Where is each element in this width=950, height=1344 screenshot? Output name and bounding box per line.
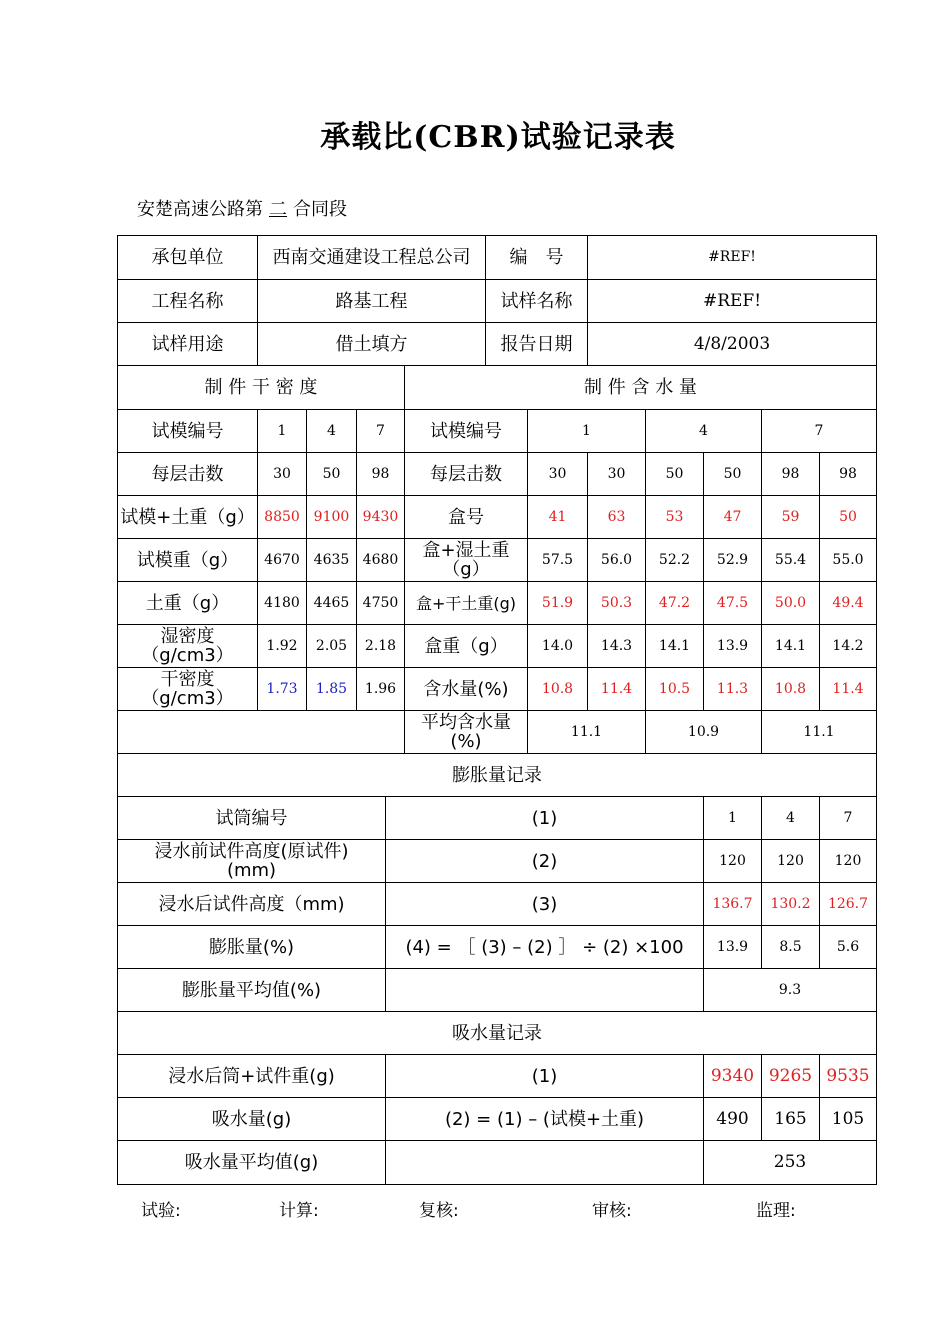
moisture-mold-no: 1 (528, 410, 646, 453)
sample-use-label: 试样用途 (118, 323, 258, 366)
report-date-label: 报告日期 (486, 323, 588, 366)
sign-tester: 试验: (141, 1201, 181, 1221)
cbr-record-table (117, 235, 877, 1185)
cyl-no-label: 试筒编号 (118, 797, 386, 840)
box-wt-value: 14.3 (588, 625, 646, 668)
absorb-section-title: 吸水量记录 (118, 1012, 876, 1055)
avg-water-value: 11.1 (528, 711, 646, 754)
sample-use-value: 借土填方 (258, 323, 486, 366)
box-no-value: 41 (528, 496, 588, 539)
swell-label: 膨胀量(%) (118, 926, 386, 969)
swell-value: 13.9 (704, 926, 762, 969)
moisture-mold-no: 7 (762, 410, 876, 453)
soil-wt-value: 4465 (307, 582, 357, 625)
moisture-mold-no-label: 试模编号 (405, 410, 528, 453)
density-blows-label: 每层击数 (118, 453, 258, 496)
density-blows: 98 (357, 453, 405, 496)
box-no-label: 盒号 (405, 496, 528, 539)
blank-cell (386, 1141, 704, 1184)
dry-density-label: 干密度（g/cm3） (118, 668, 258, 711)
density-mold-no: 1 (258, 410, 307, 453)
density-mold-no-label: 试模编号 (118, 410, 258, 453)
sign-reviewer: 复核: (419, 1201, 459, 1221)
h-before-value: 120 (704, 840, 762, 883)
moisture-blows-label: 每层击数 (405, 453, 528, 496)
avg-water-label: 平均含水量(%) (405, 711, 528, 754)
mold-wt-label: 试模重（g） (118, 539, 258, 582)
swell-section-title: 膨胀量记录 (118, 754, 876, 797)
blank-cell (118, 711, 405, 754)
density-mold-no: 7 (357, 410, 405, 453)
avg-water-value: 10.9 (646, 711, 762, 754)
cyl-no-value: 4 (762, 797, 820, 840)
box-wt-label: 盒重（g） (405, 625, 528, 668)
box-wt-value: 13.9 (704, 625, 762, 668)
sign-calculator: 计算: (279, 1201, 319, 1221)
density-blows: 30 (258, 453, 307, 496)
project-section: 二 (269, 199, 287, 220)
box-no-value: 59 (762, 496, 820, 539)
water-content-label: 含水量(%) (405, 668, 528, 711)
page-title: 承载比(CBR)试验记录表 (320, 120, 676, 155)
water-content-value: 11.4 (588, 668, 646, 711)
box-wet-value: 55.4 (762, 539, 820, 582)
density-mold-no: 4 (307, 410, 357, 453)
box-wet-value: 52.2 (646, 539, 704, 582)
h-after-label: 浸水后试件高度（mm) (118, 883, 386, 926)
box-no-value: 53 (646, 496, 704, 539)
box-wt-value: 14.1 (646, 625, 704, 668)
wet-density-value: 1.92 (258, 625, 307, 668)
box-wet-value: 57.5 (528, 539, 588, 582)
dry-density-value: 1.85 (307, 668, 357, 711)
wt-after-value: 9340 (704, 1055, 762, 1098)
dry-density-value: 1.73 (258, 668, 307, 711)
moisture-blows: 98 (762, 453, 820, 496)
moisture-blows: 50 (704, 453, 762, 496)
box-wt-value: 14.0 (528, 625, 588, 668)
mold-wt-value: 4670 (258, 539, 307, 582)
h-after-value: 136.7 (704, 883, 762, 926)
h-before-formula: (2) (386, 840, 704, 883)
swell-formula: (4) = ［ (3) – (2) ］ ÷ (2) ×100 (386, 926, 704, 969)
number-label: 编 号 (486, 236, 588, 280)
swell-value: 5.6 (820, 926, 876, 969)
moisture-blows: 30 (528, 453, 588, 496)
box-wt-value: 14.1 (762, 625, 820, 668)
absorb-avg-value: 253 (773, 1152, 807, 1172)
mold-soil-value: 9100 (307, 496, 357, 539)
wt-after-formula: (1) (386, 1055, 704, 1098)
box-wet-value: 56.0 (588, 539, 646, 582)
density-section-title: 制 件 干 密 度 (118, 366, 405, 410)
sample-name-label: 试样名称 (486, 280, 588, 323)
water-content-value: 10.8 (528, 668, 588, 711)
water-content-value: 11.4 (820, 668, 876, 711)
water-content-value: 10.8 (762, 668, 820, 711)
wet-density-label: 湿密度（g/cm3） (118, 625, 258, 668)
moisture-blows: 50 (646, 453, 704, 496)
project-suffix: 合同段 (293, 199, 347, 220)
water-content-value: 11.3 (704, 668, 762, 711)
moisture-blows: 98 (820, 453, 876, 496)
soil-wt-value: 4750 (357, 582, 405, 625)
blank-cell (386, 969, 704, 1012)
report-date-value: 4/8/2003 (588, 323, 876, 366)
h-before-label: 浸水前试件高度(原试件)(mm) (118, 840, 386, 883)
cyl-no-value: 7 (820, 797, 876, 840)
moisture-section-title: 制 件 含 水 量 (405, 366, 876, 410)
dry-density-value: 1.96 (357, 668, 405, 711)
h-after-formula: (3) (386, 883, 704, 926)
box-wt-value: 14.2 (820, 625, 876, 668)
box-dry-value: 51.9 (528, 582, 588, 625)
h-before-value: 120 (762, 840, 820, 883)
contractor-value: 西南交通建设工程总公司 (258, 236, 486, 280)
wet-density-value: 2.05 (307, 625, 357, 668)
swell-avg-value: 9.3 (704, 969, 876, 1012)
box-dry-label: 盒+干土重(g) (405, 582, 528, 625)
box-dry-value: 50.3 (588, 582, 646, 625)
moisture-blows: 30 (588, 453, 646, 496)
density-blows: 50 (307, 453, 357, 496)
wt-after-label: 浸水后筒+试件重(g) (118, 1055, 386, 1098)
absorb-value: 165 (762, 1098, 820, 1141)
wet-density-value: 2.18 (357, 625, 405, 668)
avg-water-value: 11.1 (762, 711, 876, 754)
absorb-avg-label: 吸水量平均值(g) (118, 1141, 386, 1184)
soil-wt-value: 4180 (258, 582, 307, 625)
absorb-value: 105 (820, 1098, 876, 1141)
wt-after-value: 9265 (762, 1055, 820, 1098)
box-dry-value: 50.0 (762, 582, 820, 625)
swell-value: 8.5 (762, 926, 820, 969)
box-dry-value: 49.4 (820, 582, 876, 625)
box-no-value: 50 (820, 496, 876, 539)
absorb-formula: (2) = (1) – (试模+土重) (386, 1098, 704, 1141)
h-before-value: 120 (820, 840, 876, 883)
water-content-value: 10.5 (646, 668, 704, 711)
soil-wt-label: 土重（g） (118, 582, 258, 625)
mold-wt-value: 4680 (357, 539, 405, 582)
box-wet-label: 盒+湿土重（g） (405, 539, 528, 582)
absorb-value: 490 (704, 1098, 762, 1141)
project-prefix: 安楚高速公路第 (137, 199, 263, 220)
moisture-mold-no: 4 (646, 410, 762, 453)
mold-soil-label: 试模+土重（g） (118, 496, 258, 539)
box-dry-value: 47.5 (704, 582, 762, 625)
cyl-no-formula: (1) (386, 797, 704, 840)
sign-supervisor: 监理: (756, 1201, 796, 1221)
box-wet-value: 55.0 (820, 539, 876, 582)
h-after-value: 130.2 (762, 883, 820, 926)
absorb-label: 吸水量(g) (118, 1098, 386, 1141)
number-value: #REF! (588, 236, 876, 280)
box-no-value: 63 (588, 496, 646, 539)
project-name-value: 路基工程 (258, 280, 486, 323)
contractor-label: 承包单位 (118, 236, 258, 280)
mold-wt-value: 4635 (307, 539, 357, 582)
box-wet-value: 52.9 (704, 539, 762, 582)
h-after-value: 126.7 (820, 883, 876, 926)
project-line (137, 195, 347, 221)
cyl-no-value: 1 (704, 797, 762, 840)
sign-auditor: 审核: (592, 1201, 632, 1221)
wt-after-value: 9535 (820, 1055, 876, 1098)
mold-soil-value: 8850 (258, 496, 307, 539)
project-name-label: 工程名称 (118, 280, 258, 323)
sample-name-value: #REF! (588, 280, 876, 323)
box-no-value: 47 (704, 496, 762, 539)
box-dry-value: 47.2 (646, 582, 704, 625)
mold-soil-value: 9430 (357, 496, 405, 539)
swell-avg-label: 膨胀量平均值(%) (118, 969, 386, 1012)
